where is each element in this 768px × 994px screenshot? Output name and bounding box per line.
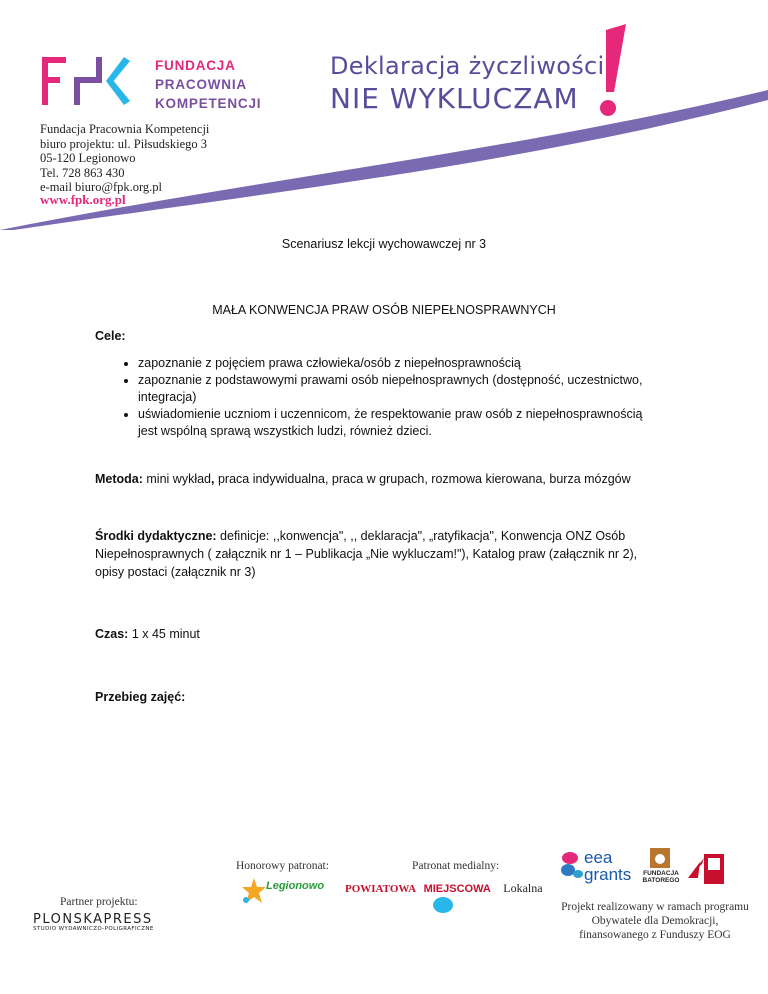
polish-emblem-icon	[686, 848, 726, 888]
lokalna-logo: Lokalna	[503, 881, 543, 895]
declaration-heading	[330, 52, 605, 115]
list-item: • uświadomienie uczniom i uczennicom, że respektowanie praw osób z niepełnosprawnością jest wspólną sprawą wszystkich ludzi, również dzieci.	[138, 406, 678, 440]
foundation-name-line-1: FUNDACJA	[155, 58, 236, 73]
resources-label: Środki dydaktyczne:	[95, 529, 217, 543]
partner-label: Partner projektu:	[60, 896, 138, 908]
legionowo-logo: Legionowo	[240, 876, 330, 908]
declaration-line-2: NIE WYKLUCZAM	[330, 82, 579, 115]
list-item: • zapoznanie z pojęciem prawa człowieka/osób z niepełnosprawnością	[138, 355, 678, 372]
media-logos	[345, 879, 543, 897]
eea-grants-logo: eea grants	[560, 848, 630, 888]
resources-paragraph: Środki dydaktyczne: definicje: ,,konwencja", ,, deklaracja", „ratyfikacja", Konwencja ONZ Osób Niepełnosprawnych ( załącznik nr 1 – Publikacja „Nie wykluczam!"), Katalog praw (załącznik nr 2), opisy postaci (załącznik nr 3)	[95, 529, 638, 579]
address-line: Tel. 728 863 430	[40, 165, 125, 180]
website-link[interactable]: www.fpk.org.pl	[40, 192, 126, 207]
foundation-name-line-2: PRACOWNIA	[155, 77, 247, 92]
goals-list	[95, 355, 678, 440]
honorary-patron-label: Honorowy patronat:	[236, 860, 329, 872]
foundation-name	[155, 56, 261, 113]
course-label: Przebieg zajęć:	[95, 690, 186, 704]
star-figure-icon	[240, 876, 268, 906]
main-title: MAŁA KONWENCJA PRAW OSÓB NIEPEŁNOSPRAWNYCH	[212, 303, 556, 317]
time-value: 1 x 45 minut	[128, 627, 200, 641]
tv-logo-icon	[432, 896, 454, 914]
plonskapress-logo: PLONSKAPRESS STUDIO WYDAWNICZO-POLIGRAFICZNE	[33, 912, 154, 932]
time-paragraph	[95, 625, 200, 643]
address-line: e-mail biuro@fpk.org.pl	[40, 180, 163, 194]
method-label: Metoda:	[95, 472, 143, 486]
goals-label: Cele:	[95, 329, 126, 343]
fpk-logo-icon	[40, 55, 130, 107]
batory-emblem-icon	[650, 848, 670, 868]
media-patron-label: Patronat medialny:	[412, 860, 500, 872]
method-text: praca indywidualna, praca w grupach, rozmowa kierowana, burza mózgów	[214, 472, 631, 486]
miejscowa-logo: MIEJSCOWA	[423, 883, 491, 895]
batory-logo: FUNDACJA BATOREGO	[640, 848, 682, 888]
scenario-title: Scenariusz lekcji wychowawczej nr 3	[281, 237, 487, 251]
list-item: • zapoznanie z podstawowymi prawami osób niepełnosprawnych (dostępność, uczestnictwo, integracja)	[138, 372, 678, 406]
method-paragraph: Metoda: mini wykład, praca indywidualna, praca w grupach, rozmowa kierowana, burza mózgów	[95, 472, 631, 486]
address-line: 05-120 Legionowo	[40, 151, 136, 165]
eea-leaf-icon	[560, 850, 584, 880]
address-block	[40, 122, 209, 195]
foundation-name-line-3: KOMPETENCJI	[155, 96, 262, 111]
method-text: mini wykład	[142, 472, 211, 486]
project-note: Projekt realizowany w ramach programu Obywatele dla Demokracji, finansowanego z Funduszy EOG	[561, 901, 749, 941]
time-label: Czas:	[95, 627, 129, 641]
address-line: Fundacja Pracownia Kompetencji	[40, 122, 210, 136]
powiatowa-logo: POWIATOWA	[345, 883, 417, 895]
address-line: biuro projektu: ul. Piłsudskiego 3	[40, 136, 208, 151]
declaration-line-1: Deklaracja życzliwości	[330, 52, 605, 80]
exclamation-mark-icon	[592, 20, 632, 120]
